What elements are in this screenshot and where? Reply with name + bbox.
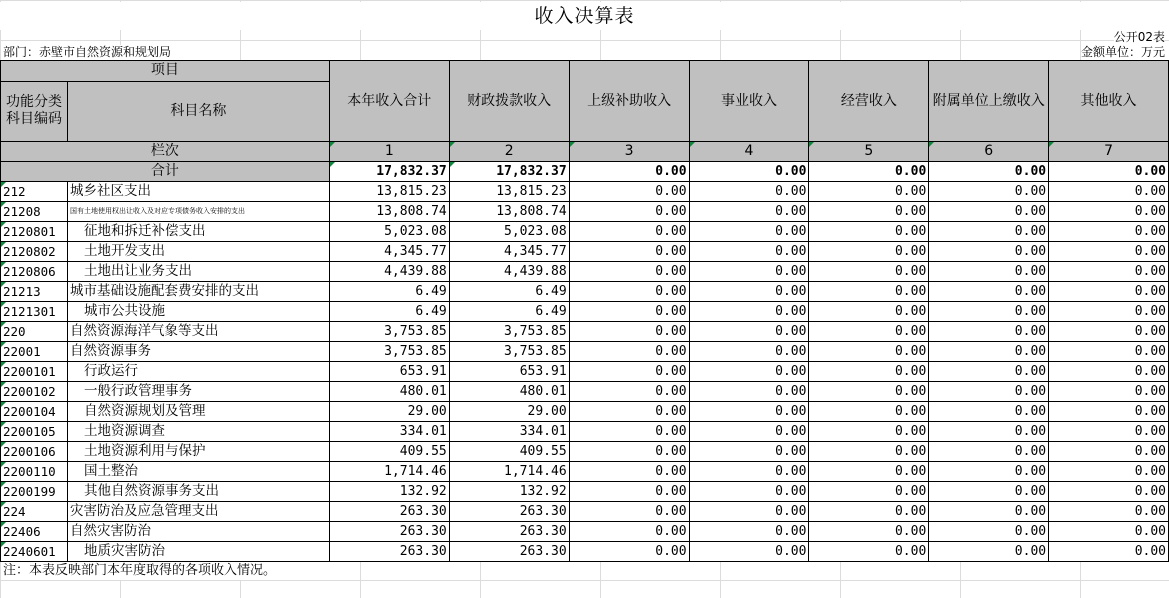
subject-name: 城市基础设施配套费安排的支出 — [67, 282, 329, 302]
amount-cell: 0.00 — [689, 262, 809, 282]
subject-name: 国土整治 — [67, 462, 329, 482]
amount-cell: 263.30 — [329, 502, 449, 522]
amount-cell: 0.00 — [569, 402, 689, 422]
amount-cell: 132.92 — [329, 482, 449, 502]
amount-cell: 0.00 — [569, 262, 689, 282]
amount-cell: 0.00 — [1049, 502, 1169, 522]
total-value: 17,832.37 — [449, 162, 569, 182]
col-number: 2 — [449, 142, 569, 162]
func-code: 2240601 — [1, 542, 68, 562]
amount-cell: 0.00 — [689, 182, 809, 202]
func-code: 2200106 — [1, 442, 68, 462]
amount-cell: 0.00 — [1049, 342, 1169, 362]
amount-cell: 0.00 — [1049, 422, 1169, 442]
amount-cell: 0.00 — [1049, 542, 1169, 562]
func-code: 220 — [1, 322, 68, 342]
func-code: 2200110 — [1, 462, 68, 482]
amount-cell: 4,439.88 — [329, 262, 449, 282]
table-row — [1, 182, 1169, 202]
func-code: 2120802 — [1, 242, 68, 262]
amount-cell: 132.92 — [449, 482, 569, 502]
amount-cell: 0.00 — [929, 402, 1049, 422]
amount-cell: 0.00 — [689, 242, 809, 262]
table-row — [1, 302, 1169, 322]
amount-cell: 0.00 — [569, 502, 689, 522]
amount-cell: 0.00 — [929, 282, 1049, 302]
amount-cell: 0.00 — [1049, 242, 1169, 262]
amount-cell: 0.00 — [1049, 482, 1169, 502]
subject-name: 一般行政管理事务 — [67, 382, 329, 402]
subject-name: 自然资源规划及管理 — [67, 402, 329, 422]
amount-cell: 263.30 — [329, 522, 449, 542]
amount-cell: 0.00 — [809, 282, 929, 302]
amount-cell: 0.00 — [569, 242, 689, 262]
amount-cell: 4,345.77 — [329, 242, 449, 262]
amount-cell: 0.00 — [929, 422, 1049, 442]
amount-cell: 0.00 — [809, 262, 929, 282]
subject-name: 城市公共设施 — [67, 302, 329, 322]
col-header-2: 财政拨款收入 — [449, 61, 569, 142]
amount-cell: 0.00 — [689, 222, 809, 242]
amount-cell: 653.91 — [449, 362, 569, 382]
amount-cell: 0.00 — [1049, 402, 1169, 422]
amount-cell: 0.00 — [929, 322, 1049, 342]
amount-cell: 0.00 — [809, 542, 929, 562]
amount-cell: 0.00 — [1049, 442, 1169, 462]
amount-cell: 0.00 — [809, 382, 929, 402]
amount-cell: 1,714.46 — [329, 462, 449, 482]
func-code: 2120806 — [1, 262, 68, 282]
amount-cell: 0.00 — [569, 182, 689, 202]
amount-cell: 0.00 — [809, 462, 929, 482]
total-value: 17,832.37 — [329, 162, 449, 182]
func-code: 2200105 — [1, 422, 68, 442]
amount-cell: 0.00 — [569, 362, 689, 382]
func-code: 2200101 — [1, 362, 68, 382]
subject-name: 自然灾害防治 — [67, 522, 329, 542]
amount-cell: 0.00 — [809, 482, 929, 502]
amount-cell: 334.01 — [449, 422, 569, 442]
col-header-7: 其他收入 — [1049, 61, 1169, 142]
amount-cell: 0.00 — [809, 502, 929, 522]
amount-cell: 13,815.23 — [329, 182, 449, 202]
amount-cell: 6.49 — [329, 302, 449, 322]
amount-cell: 0.00 — [689, 522, 809, 542]
table-row — [1, 202, 1169, 222]
func-code: 21208 — [1, 202, 68, 222]
table-row — [1, 402, 1169, 422]
amount-cell: 0.00 — [929, 242, 1049, 262]
col-number: 1 — [329, 142, 449, 162]
amount-cell: 0.00 — [929, 442, 1049, 462]
amount-cell: 0.00 — [929, 302, 1049, 322]
subject-name: 土地资源调查 — [67, 422, 329, 442]
amount-cell: 653.91 — [329, 362, 449, 382]
subject-name: 土地资源利用与保护 — [67, 442, 329, 462]
amount-cell: 0.00 — [809, 402, 929, 422]
amount-cell: 0.00 — [569, 282, 689, 302]
unit-label: 金额单位：万元 — [1080, 45, 1165, 59]
func-code: 224 — [1, 502, 68, 522]
amount-cell: 0.00 — [929, 502, 1049, 522]
subject-name: 城乡社区支出 — [67, 182, 329, 202]
amount-cell: 263.30 — [449, 542, 569, 562]
amount-cell: 263.30 — [329, 542, 449, 562]
amount-cell: 0.00 — [1049, 182, 1169, 202]
table-row — [1, 362, 1169, 382]
amount-cell: 0.00 — [569, 202, 689, 222]
col-header-6: 附属单位上缴收入 — [929, 61, 1049, 142]
func-code: 2120801 — [1, 222, 68, 242]
table-row — [1, 222, 1169, 242]
total-value: 0.00 — [929, 162, 1049, 182]
table-row — [1, 502, 1169, 522]
amount-cell: 13,808.74 — [449, 202, 569, 222]
amount-cell: 0.00 — [809, 442, 929, 462]
amount-cell: 0.00 — [569, 422, 689, 442]
amount-cell: 0.00 — [1049, 202, 1169, 222]
amount-cell: 6.49 — [449, 282, 569, 302]
amount-cell: 1,714.46 — [449, 462, 569, 482]
amount-cell: 5,023.08 — [329, 222, 449, 242]
func-code: 212 — [1, 182, 68, 202]
amount-cell: 3,753.85 — [329, 342, 449, 362]
amount-cell: 0.00 — [569, 342, 689, 362]
amount-cell: 4,439.88 — [449, 262, 569, 282]
amount-cell: 480.01 — [449, 382, 569, 402]
amount-cell: 0.00 — [689, 382, 809, 402]
table-note: 注：本表反映部门本年度取得的各项收入情况。 — [3, 563, 277, 578]
table-row — [1, 322, 1169, 342]
table-row — [1, 482, 1169, 502]
total-label: 合计 — [1, 162, 330, 182]
amount-cell: 0.00 — [809, 242, 929, 262]
subject-name: 行政运行 — [67, 362, 329, 382]
amount-cell: 0.00 — [929, 522, 1049, 542]
amount-cell: 0.00 — [569, 302, 689, 322]
amount-cell: 0.00 — [1049, 282, 1169, 302]
amount-cell: 0.00 — [1049, 222, 1169, 242]
amount-cell: 263.30 — [449, 502, 569, 522]
amount-cell: 0.00 — [1049, 522, 1169, 542]
amount-cell: 0.00 — [569, 482, 689, 502]
func-code: 21213 — [1, 282, 68, 302]
amount-cell: 0.00 — [569, 222, 689, 242]
func-code-header: 功能分类科目编码 — [1, 81, 68, 142]
table-row — [1, 522, 1169, 542]
col-number: 3 — [569, 142, 689, 162]
total-row — [1, 162, 1169, 182]
amount-cell: 0.00 — [689, 202, 809, 222]
table-row — [1, 262, 1169, 282]
amount-cell: 0.00 — [689, 342, 809, 362]
amount-cell: 0.00 — [929, 362, 1049, 382]
amount-cell: 0.00 — [809, 362, 929, 382]
amount-cell: 0.00 — [689, 282, 809, 302]
amount-cell: 0.00 — [689, 442, 809, 462]
project-header: 项目 — [1, 61, 330, 82]
amount-cell: 0.00 — [929, 482, 1049, 502]
col-number: 5 — [809, 142, 929, 162]
total-value: 0.00 — [1049, 162, 1169, 182]
amount-cell: 0.00 — [1049, 302, 1169, 322]
amount-cell: 0.00 — [689, 462, 809, 482]
table-row — [1, 442, 1169, 462]
amount-cell: 0.00 — [689, 362, 809, 382]
amount-cell: 0.00 — [809, 522, 929, 542]
table-row — [1, 542, 1169, 562]
amount-cell: 0.00 — [929, 222, 1049, 242]
subject-name: 土地开发支出 — [67, 242, 329, 262]
total-value: 0.00 — [569, 162, 689, 182]
amount-cell: 6.49 — [329, 282, 449, 302]
subject-name: 自然资源事务 — [67, 342, 329, 362]
amount-cell: 0.00 — [569, 322, 689, 342]
income-table — [0, 60, 1169, 562]
subject-name-header: 科目名称 — [67, 81, 329, 142]
col-header-4: 事业收入 — [689, 61, 809, 142]
page-title: 收入决算表 — [0, 2, 1169, 30]
func-code: 2200104 — [1, 402, 68, 422]
amount-cell: 0.00 — [689, 402, 809, 422]
amount-cell: 3,753.85 — [329, 322, 449, 342]
amount-cell: 0.00 — [809, 182, 929, 202]
form-number: 公开02表 — [1113, 30, 1165, 44]
amount-cell: 0.00 — [929, 462, 1049, 482]
amount-cell: 0.00 — [929, 202, 1049, 222]
func-code: 22001 — [1, 342, 68, 362]
amount-cell: 0.00 — [809, 322, 929, 342]
amount-cell: 0.00 — [1049, 462, 1169, 482]
subject-name: 其他自然资源事务支出 — [67, 482, 329, 502]
amount-cell: 0.00 — [569, 542, 689, 562]
amount-cell: 0.00 — [929, 382, 1049, 402]
table-row — [1, 242, 1169, 262]
subject-name: 地质灾害防治 — [67, 542, 329, 562]
amount-cell: 0.00 — [569, 442, 689, 462]
table-row — [1, 342, 1169, 362]
subject-name: 国有土地使用权出让收入及对应专项债务收入安排的支出 — [67, 202, 329, 222]
total-value: 0.00 — [809, 162, 929, 182]
amount-cell: 0.00 — [689, 482, 809, 502]
amount-cell: 0.00 — [809, 222, 929, 242]
table-row — [1, 382, 1169, 402]
amount-cell: 0.00 — [809, 202, 929, 222]
table-row — [1, 282, 1169, 302]
amount-cell: 480.01 — [329, 382, 449, 402]
amount-cell: 0.00 — [929, 182, 1049, 202]
amount-cell: 0.00 — [1049, 322, 1169, 342]
amount-cell: 0.00 — [1049, 262, 1169, 282]
amount-cell: 0.00 — [689, 422, 809, 442]
func-code: 2200102 — [1, 382, 68, 402]
subject-name: 征地和拆迁补偿支出 — [67, 222, 329, 242]
func-code: 22406 — [1, 522, 68, 542]
amount-cell: 29.00 — [329, 402, 449, 422]
total-value: 0.00 — [689, 162, 809, 182]
func-code: 2121301 — [1, 302, 68, 322]
amount-cell: 0.00 — [689, 302, 809, 322]
amount-cell: 5,023.08 — [449, 222, 569, 242]
col-label-cell: 栏次 — [1, 142, 330, 162]
amount-cell: 6.49 — [449, 302, 569, 322]
amount-cell: 0.00 — [569, 522, 689, 542]
col-number: 6 — [929, 142, 1049, 162]
amount-cell: 0.00 — [929, 262, 1049, 282]
amount-cell: 409.55 — [329, 442, 449, 462]
amount-cell: 0.00 — [929, 342, 1049, 362]
amount-cell: 0.00 — [689, 542, 809, 562]
amount-cell: 0.00 — [809, 342, 929, 362]
func-code: 2200199 — [1, 482, 68, 502]
col-header-1: 本年收入合计 — [329, 61, 449, 142]
table-row — [1, 422, 1169, 442]
amount-cell: 29.00 — [449, 402, 569, 422]
amount-cell: 4,345.77 — [449, 242, 569, 262]
amount-cell: 0.00 — [809, 422, 929, 442]
amount-cell: 409.55 — [449, 442, 569, 462]
amount-cell: 13,815.23 — [449, 182, 569, 202]
amount-cell: 334.01 — [329, 422, 449, 442]
amount-cell: 0.00 — [569, 382, 689, 402]
col-number: 4 — [689, 142, 809, 162]
subject-name: 自然资源海洋气象等支出 — [67, 322, 329, 342]
amount-cell: 13,808.74 — [329, 202, 449, 222]
col-header-5: 经营收入 — [809, 61, 929, 142]
col-header-3: 上级补助收入 — [569, 61, 689, 142]
col-number: 7 — [1049, 142, 1169, 162]
amount-cell: 0.00 — [1049, 362, 1169, 382]
amount-cell: 0.00 — [809, 302, 929, 322]
subject-name: 灾害防治及应急管理支出 — [67, 502, 329, 522]
amount-cell: 3,753.85 — [449, 322, 569, 342]
subject-name: 土地出让业务支出 — [67, 262, 329, 282]
amount-cell: 0.00 — [1049, 382, 1169, 402]
amount-cell: 0.00 — [569, 462, 689, 482]
amount-cell: 0.00 — [929, 542, 1049, 562]
amount-cell: 0.00 — [689, 502, 809, 522]
amount-cell: 0.00 — [689, 322, 809, 342]
table-row — [1, 462, 1169, 482]
amount-cell: 263.30 — [449, 522, 569, 542]
department-label: 部门：赤壁市自然资源和规划局 — [3, 45, 172, 59]
amount-cell: 3,753.85 — [449, 342, 569, 362]
